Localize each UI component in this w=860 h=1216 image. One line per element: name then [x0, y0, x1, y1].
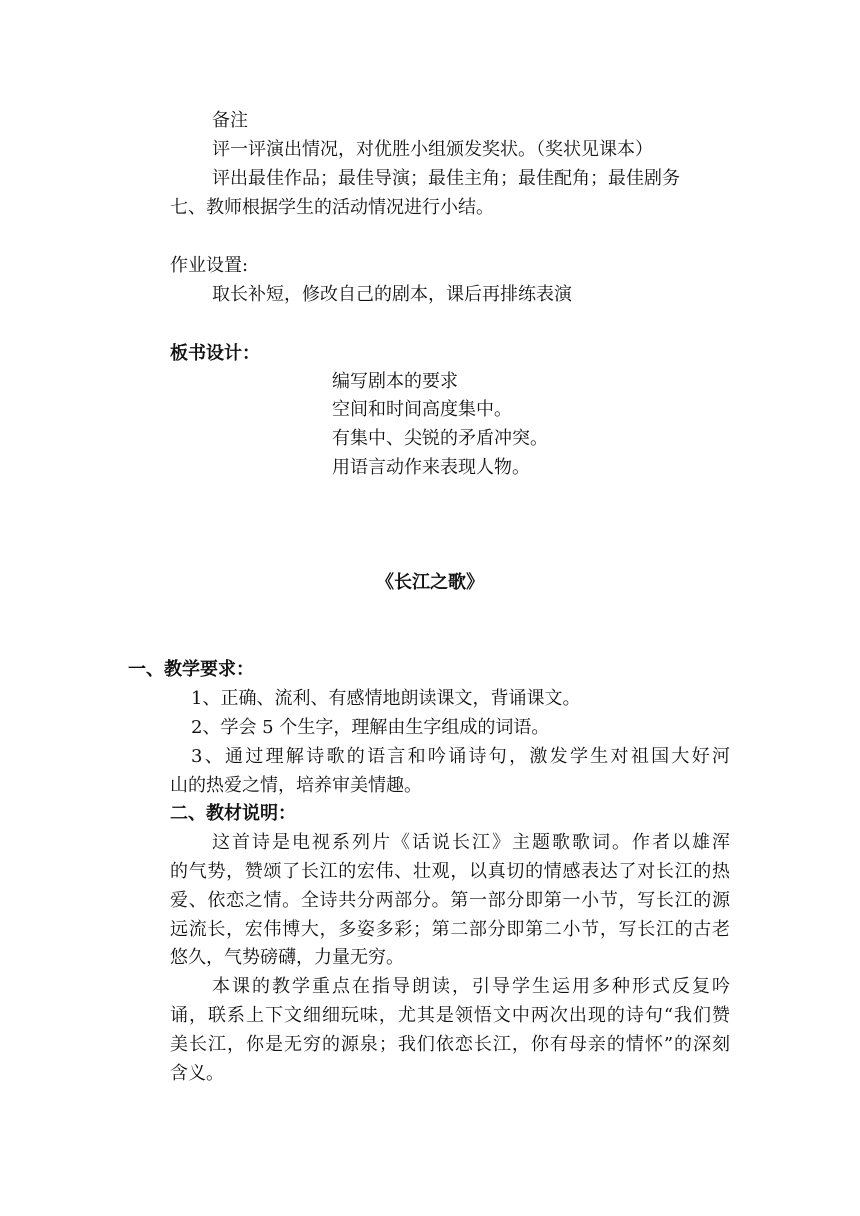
best-awards-line: 评出最佳作品；最佳导演；最佳主角；最佳配角；最佳剧务 [212, 168, 680, 189]
requirement-item: 3、通过理解诗歌的语言和吟诵诗句，激发学生对祖国大好河 [191, 746, 730, 767]
paragraph-line: 美长江，你是无穷的源泉；我们依恋长江，你有母亲的情怀”的深刻 [170, 1034, 730, 1055]
evaluate-line: 评一评演出情况，对优胜小组颁发奖状。（奖状见课本） [212, 139, 653, 160]
board-line: 用语言动作来表现人物。 [332, 457, 530, 478]
homework-text: 取长补短，修改自己的剧本，课后再排练表演 [212, 284, 572, 305]
homework-heading: 作业设置: [170, 255, 249, 276]
lesson-title: 《长江之歌》 [376, 572, 484, 593]
board-line: 有集中、尖锐的矛盾冲突。 [332, 428, 548, 449]
requirement-item: 2、学会 5 个生字，理解由生字组成的词语。 [191, 717, 550, 738]
paragraph-line: 本课的教学重点在指导朗读，引导学生运用多种形式反复吟 [212, 976, 730, 997]
paragraph-line: 悠久，气势磅礴，力量无穷。 [170, 947, 404, 968]
requirement-item: 1、正确、流利、有感情地朗读课文，背诵课文。 [191, 688, 581, 709]
board-heading: 板书设计： [170, 343, 260, 364]
paragraph-line: 远流长，宏伟博大，多姿多彩；第二部分即第二小节，写长江的古老 [170, 919, 730, 940]
requirements-heading: 一、教学要求： [128, 659, 254, 680]
requirement-item-cont: 山的热爱之情，培养审美情趣。 [170, 775, 422, 796]
material-heading: 二、教材说明： [170, 803, 296, 824]
summary-step: 七、教师根据学生的活动情况进行小结。 [170, 197, 494, 218]
paragraph-line: 的气势，赞颂了长江的宏伟、壮观，以真切的情感表达了对长江的热 [170, 861, 730, 882]
board-line: 编写剧本的要求 [332, 371, 458, 392]
paragraph-line: 这首诗是电视系列片《话说长江》主题歌歌词。作者以雄浑 [212, 832, 730, 853]
beizhu-label: 备注 [212, 110, 248, 131]
paragraph-line: 爱、依恋之情。全诗共分两部分。第一部分即第一小节，写长江的源 [170, 890, 730, 911]
paragraph-line: 含义。 [170, 1063, 224, 1084]
paragraph-line: 诵，联系上下文细细玩味，尤其是领悟文中两次出现的诗句“我们赞 [170, 1005, 730, 1026]
board-line: 空间和时间高度集中。 [332, 399, 512, 420]
